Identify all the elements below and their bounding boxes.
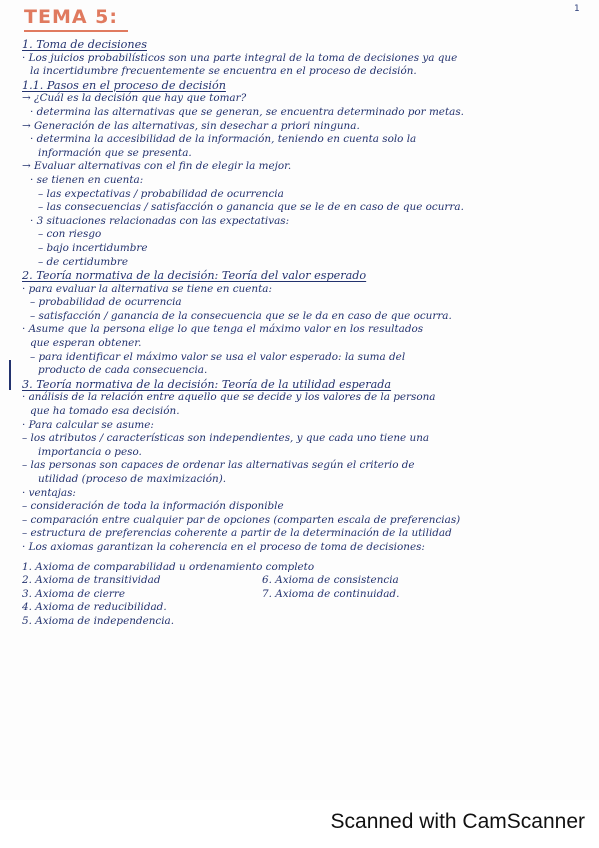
axiom-2: 2. Axioma de transitividad: [22, 574, 161, 587]
note-line: · ventajas:: [22, 486, 76, 499]
axiom-row-3: [22, 588, 590, 602]
note-line: → Evaluar alternativas con el fin de elegir la mejor.: [22, 160, 292, 173]
note-line: – probabilidad de ocurrencia: [30, 296, 182, 309]
scanner-footer: [0, 800, 599, 848]
note-line: – las expectativas / probabilidad de ocurrencia: [38, 187, 284, 200]
note-line: información que se presenta.: [38, 146, 192, 159]
axiom-5: 5. Axioma de independencia.: [22, 614, 175, 627]
note-line: · Los axiomas garantizan la coherencia en el proceso de toma de decisiones:: [22, 540, 425, 553]
note-line: – los atributos / características son independientes, y que cada uno tiene una: [22, 432, 430, 445]
note-line: · determina la accesibilidad de la información, teniendo en cuenta solo la: [30, 133, 417, 146]
axiom-row-2: [22, 574, 590, 588]
note-line: que esperan obtener.: [30, 337, 142, 350]
page-number: 1: [574, 4, 580, 14]
margin-line: [9, 360, 11, 390]
note-line: que ha tomado esa decisión.: [30, 405, 180, 418]
note-line: · para evaluar la alternativa se tiene en cuenta:: [22, 282, 272, 295]
handwritten-notes: [22, 38, 590, 629]
note-line: · determina las alternativas que se generan, se encuentra determinado por metas.: [30, 105, 464, 118]
note-line: · 3 situaciones relacionadas con las expectativas:: [30, 214, 290, 227]
note-line: – las consecuencias / satisfacción o ganancia que se le de en caso de que ocurra.: [38, 201, 464, 214]
scanner-watermark: Scanned with CamScanner: [330, 810, 585, 833]
note-line: – de certidumbre: [38, 255, 128, 268]
note-line: – las personas son capaces de ordenar las alternativas según el criterio de: [22, 459, 415, 472]
section-heading: 2. Teoría normativa de la decisión: Teoría del valor esperado: [22, 269, 367, 283]
note-line: → Generación de las alternativas, sin desechar a priori ninguna.: [22, 119, 360, 132]
note-line: – bajo incertidumbre: [38, 241, 148, 254]
notes-lines: [22, 38, 590, 555]
section-heading: 1. Toma de decisiones: [22, 38, 147, 51]
note-line: producto de cada consecuencia.: [38, 364, 208, 377]
note-line: – comparación entre cualquier par de opciones (comparten escala de preferencias): [22, 513, 461, 526]
note-line: · Para calcular se asume:: [22, 418, 154, 431]
note-line: utilidad (proceso de maximización).: [38, 473, 227, 485]
note-line: · Asume que la persona elige lo que tenga el máximo valor en los resultados: [22, 323, 424, 336]
section-heading: 1.1. Pasos en el proceso de decisión: [22, 78, 226, 92]
note-line: importancia o peso.: [38, 445, 142, 458]
note-line: · Los juicios probabilísticos son una parte integral de la toma de decisiones ya que: [22, 51, 458, 64]
note-line: – consideración de toda la información disponible: [22, 500, 284, 513]
axiom-4: 4. Axioma de reducibilidad.: [22, 601, 167, 614]
note-line: · se tienen en cuenta:: [30, 173, 144, 186]
note-line: – para identificar el máximo valor se usa el valor esperado: la suma del: [30, 350, 406, 363]
axiom-6: 6. Axioma de consistencia: [262, 574, 399, 587]
note-line: – estructura de preferencias coherente a partir de la determinación de la utilidad: [22, 527, 452, 540]
note-line: – con riesgo: [38, 228, 102, 241]
note-line: la incertidumbre frecuentemente se encuentra en el proceso de decisión.: [30, 65, 417, 78]
note-line: → ¿Cuál es la decisión que hay que tomar?: [22, 92, 247, 105]
section-heading: 3. Teoría normativa de la decisión: Teoría de la utilidad esperada: [22, 377, 392, 391]
note-line: · análisis de la relación entre aquello que se decide y los valores de la persona: [22, 391, 436, 404]
axiom-7: 7. Axioma de continuidad.: [262, 587, 400, 600]
page-title: TEMA 5:: [24, 6, 118, 28]
note-line: – satisfacción / ganancia de la consecuencia que se le da en caso de que ocurra.: [30, 309, 452, 322]
axiom-1: 1. Axioma de comparabilidad u ordenamiento completo: [22, 560, 315, 573]
axiom-3: 3. Axioma de cierre: [22, 587, 125, 600]
title-underline: [24, 30, 128, 32]
